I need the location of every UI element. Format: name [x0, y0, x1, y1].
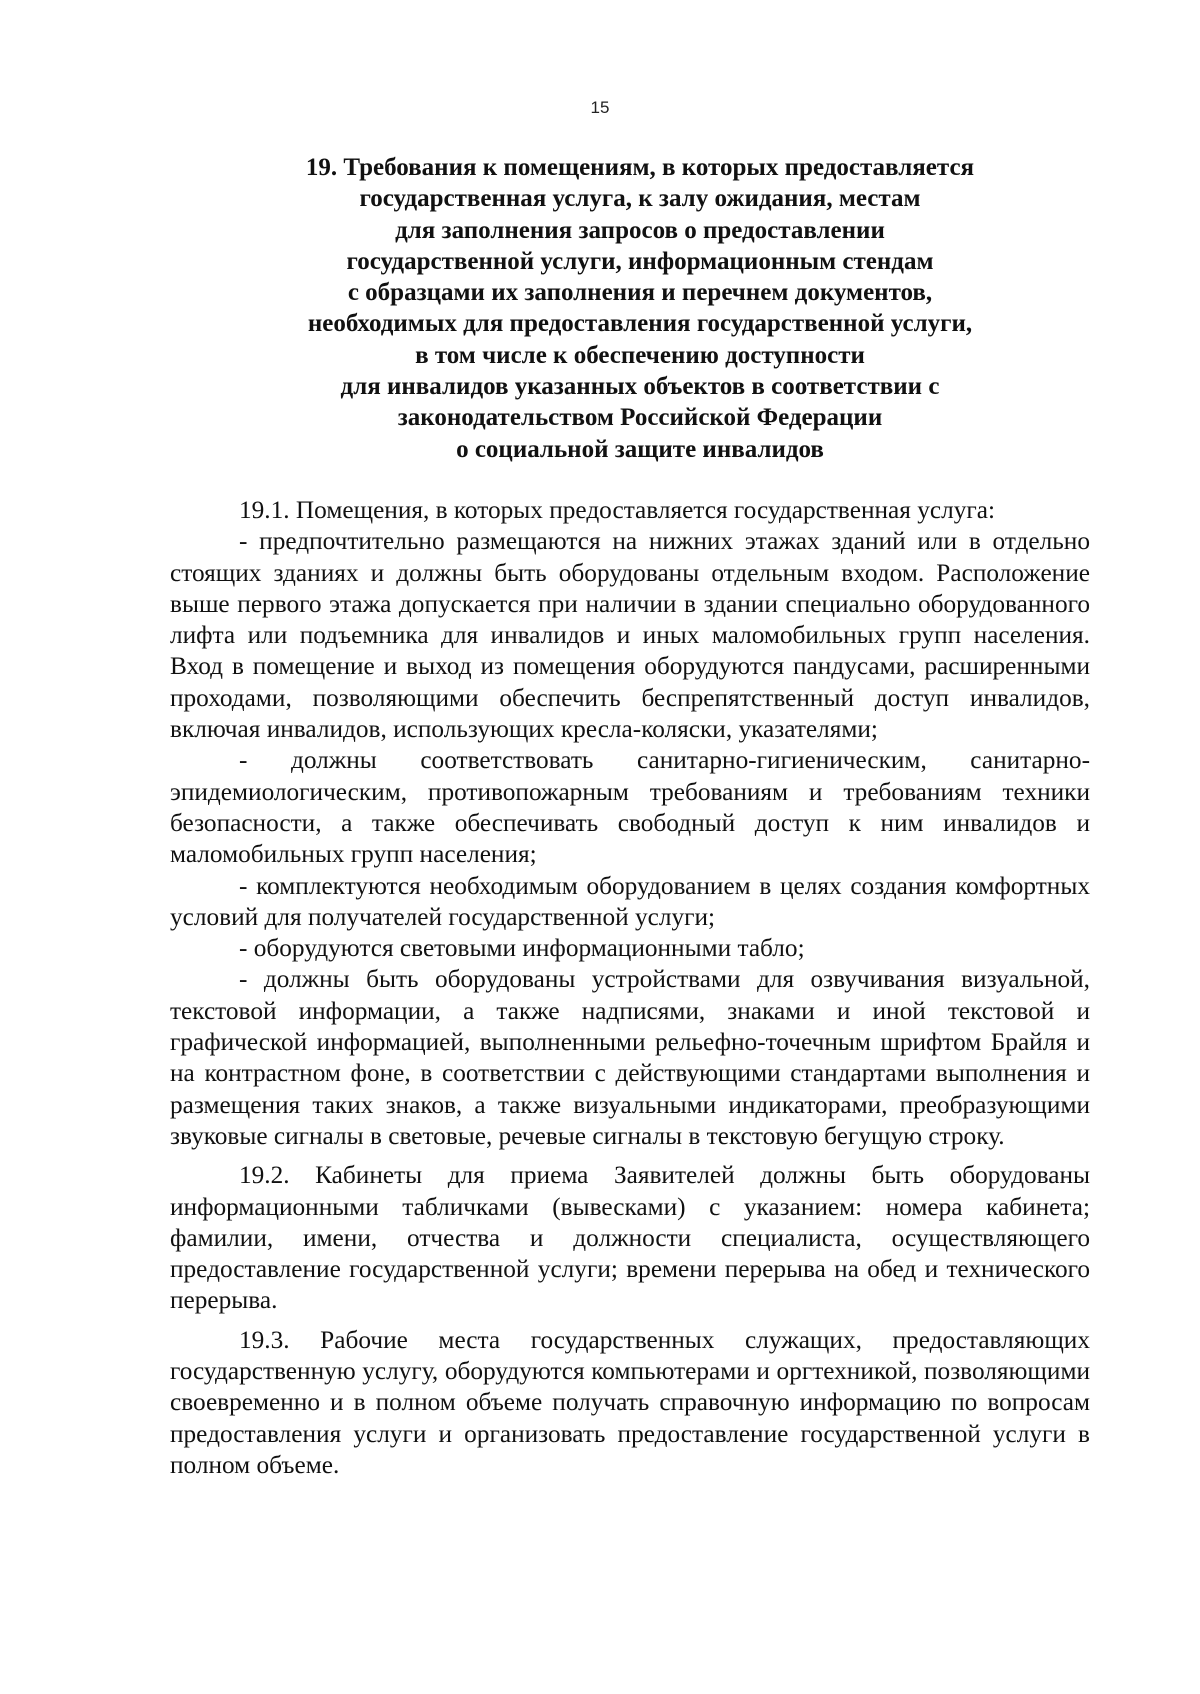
heading-line: в том числе к обеспечению доступности — [415, 341, 865, 369]
heading-line: необходимых для предоставления государственной услуги, — [307, 310, 973, 338]
heading-line: законодательством Российской Федерации — [397, 404, 883, 432]
list-item: - должны соответствовать санитарно-гигиеническим, санитарно-эпидемиологическим, противопожарным требованиям и требованиям техники безопасности, а также обеспечивать свободный доступ к ним инвалидов и маломобильных групп населения; — [170, 746, 1090, 869]
section-heading — [260, 152, 1020, 465]
heading-line: для заполнения запросов о предоставлении — [395, 216, 885, 244]
list-item: - комплектуются необходимым оборудованием в целях создания комфортных условий для получателей государственной услуги; — [170, 871, 1090, 931]
paragraph-19-1: 19.1. Помещения, в которых предоставляется государственная услуга: — [239, 496, 996, 524]
page-number: 15 — [590, 98, 610, 117]
heading-line: для инвалидов указанных объектов в соответствии с — [340, 373, 940, 401]
paragraph-19-3: 19.3. Рабочие места государственных служащих, предоставляющих государственную услугу, оборудуются компьютерами и оргтехникой, позволяющими своевременно и в полном объеме получать справочную информацию по вопросам предоставления услуги и организовать предоставление государственной услуги в полном объеме. — [170, 1325, 1090, 1479]
document-body — [170, 495, 1090, 1481]
heading-line: 19. Требования к помещениям, в которых предоставляется — [305, 154, 975, 181]
paragraph-19-2: 19.2. Кабинеты для приема Заявителей должны быть оборудованы информационными табличками (вывесками) с указанием: номера кабинета; фамилии, имени, отчества и должности специалиста, осуществляющего предоставление государственной услуги; времени перерыва на обед и технического перерыва. — [170, 1161, 1090, 1315]
list-item: - предпочтительно размещаются на нижних этажах зданий или в отдельно стоящих зданиях и должны быть оборудованы отдельным входом. Расположение выше первого этажа допускается при наличии в здании специально оборудованного лифта или подъемника для инвалидов и иных маломобильных групп населения. Вход в помещение и выход из помещения оборудуются пандусами, расширенными проходами, позволяющими обеспечить беспрепятственный доступ инвалидов, включая инвалидов, использующих кресла-коляски, указателями; — [170, 527, 1090, 744]
heading-line: с образцами их заполнения и перечнем документов, — [347, 279, 933, 307]
heading-line: о социальной защите инвалидов — [456, 435, 824, 463]
list-item: - оборудуются световыми информационными табло; — [239, 934, 805, 963]
list-item: - должны быть оборудованы устройствами для озвучивания визуальной, текстовой информации, а также надписями, знаками и иной текстовой и графической информацией, выполненными рельефно-точечным шрифтом Брайля и на контрастном фоне, в соответствии с действующими стандартами выполнения и размещения таких знаков, а также визуальными индикаторами, преобразующими звуковые сигналы в световые, речевые сигналы в текстовую бегущую строку. — [170, 965, 1090, 1150]
heading-line: государственной услуги, информационным стендам — [346, 247, 934, 275]
heading-line: государственная услуга, к залу ожидания, местам — [359, 185, 921, 213]
